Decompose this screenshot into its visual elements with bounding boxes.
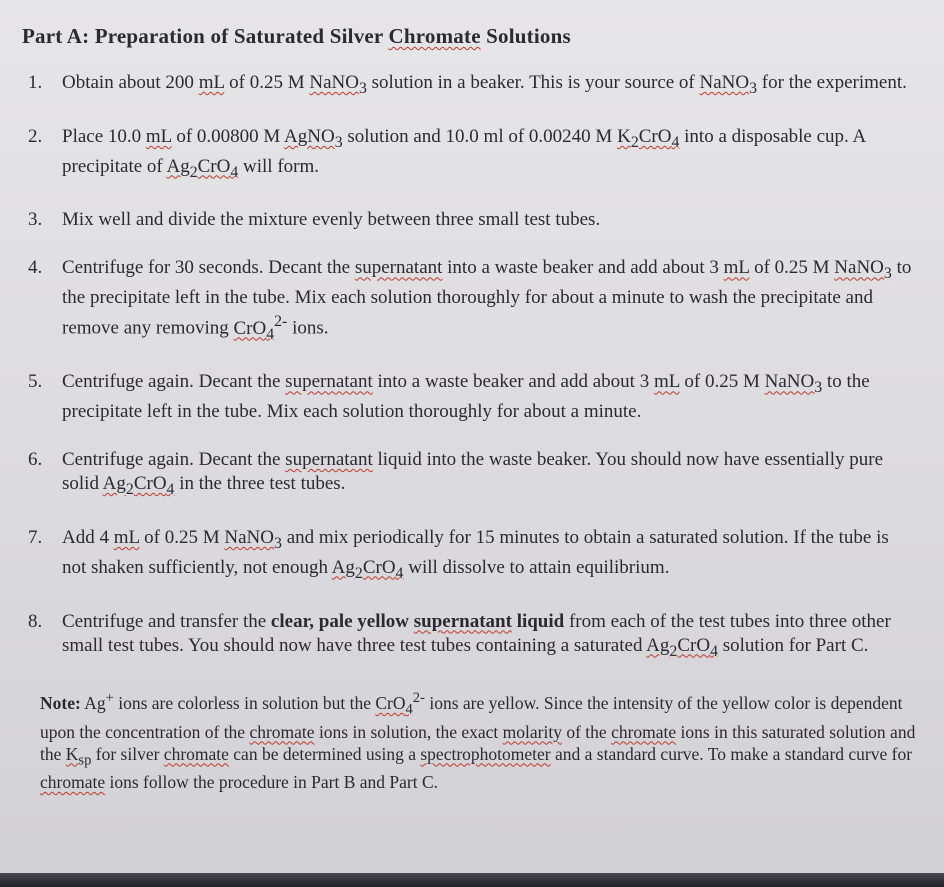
step-text: Centrifuge again. Decant the supernatant into a waste beaker and add about 3 mL of 0.25 M NaNO$_3$ to the precipitate left in the tube. Mix each solution thoroughly for about a minute.: [62, 371, 870, 423]
page-title: Part A: Preparation of Saturated Silver Chromate Solutions: [22, 24, 571, 48]
step-3: [22, 208, 916, 232]
step-8: [22, 610, 916, 664]
step-number: 5.: [28, 371, 43, 393]
step-text: Obtain about 200 mL of 0.25 M NaNO$_3$ solution in a beaker. This is your source of NaNO$_3$ for the experiment.: [62, 72, 907, 97]
step-6: [22, 448, 916, 502]
step-1: [22, 71, 916, 101]
procedure-list: [22, 71, 916, 663]
step-text: Add 4 mL of 0.25 M NaNO$_3$ and mix periodically for 15 minutes to obtain a saturated solution. If the tube is not shaken sufficiently, not enough $Ag_2CrO_4$ will dissolve to attain equilibrium.: [62, 526, 889, 582]
bottom-shadow: [0, 873, 944, 887]
step-7: [22, 526, 916, 586]
step-5: [22, 370, 916, 424]
step-4: [22, 256, 916, 346]
step-text: Centrifuge for 30 seconds. Decant the supernatant into a waste beaker and add about 3 mL of 0.25 M NaNO$_3$ to the precipitate left in the tube. Mix each solution thoroughly for about a minute to wash the precipitate and remove any removing CrO$_4^{2-}$ ions.: [62, 257, 912, 343]
step-text: Centrifuge again. Decant the supernatant liquid into the waste beaker. You should now have essentially pure solid $Ag_2CrO_4$ in the three test tubes.: [62, 449, 884, 498]
step-text: Centrifuge and transfer the clear, pale yellow supernatant liquid from each of the test tubes into three other small test tubes. You should now have three test tubes containing a saturated $Ag_2CrO_4$ solution for Part C.: [62, 610, 891, 660]
step-text: Place 10.0 mL of 0.00800 M AgNO$_3$ solution and 10.0 ml of 0.00240 M $K_2CrO_4$ into a disposable cup. A precipitate of $Ag_2CrO_4$ will form.: [62, 125, 866, 181]
step-number: 6.: [28, 449, 43, 471]
step-text: Mix well and divide the mixture evenly between three small test tubes.: [62, 209, 601, 231]
note-label: Note:: [40, 693, 81, 714]
step-number: 3.: [28, 209, 43, 231]
step-2: [22, 125, 916, 185]
step-number: 1.: [28, 72, 43, 93]
step-number: 4.: [28, 257, 43, 279]
step-number: 8.: [28, 610, 43, 632]
note-paragraph: Note: Ag+ ions are colorless in solution but the CrO$_4^{2-}$ ions are yellow. Since the intensity of the yellow color is dependent upon the concentration of the chromate ions in solution, the exact molarity of the chromate ions in this saturated solution and the $K_{sp}$ for silver chromate can be determined using a spectrophotometer and a standard curve. To make a standard curve for chromate ions follow the procedure in Part B and Part C.: [40, 690, 916, 793]
step-number: 7.: [28, 526, 43, 548]
step-number: 2.: [28, 125, 43, 147]
